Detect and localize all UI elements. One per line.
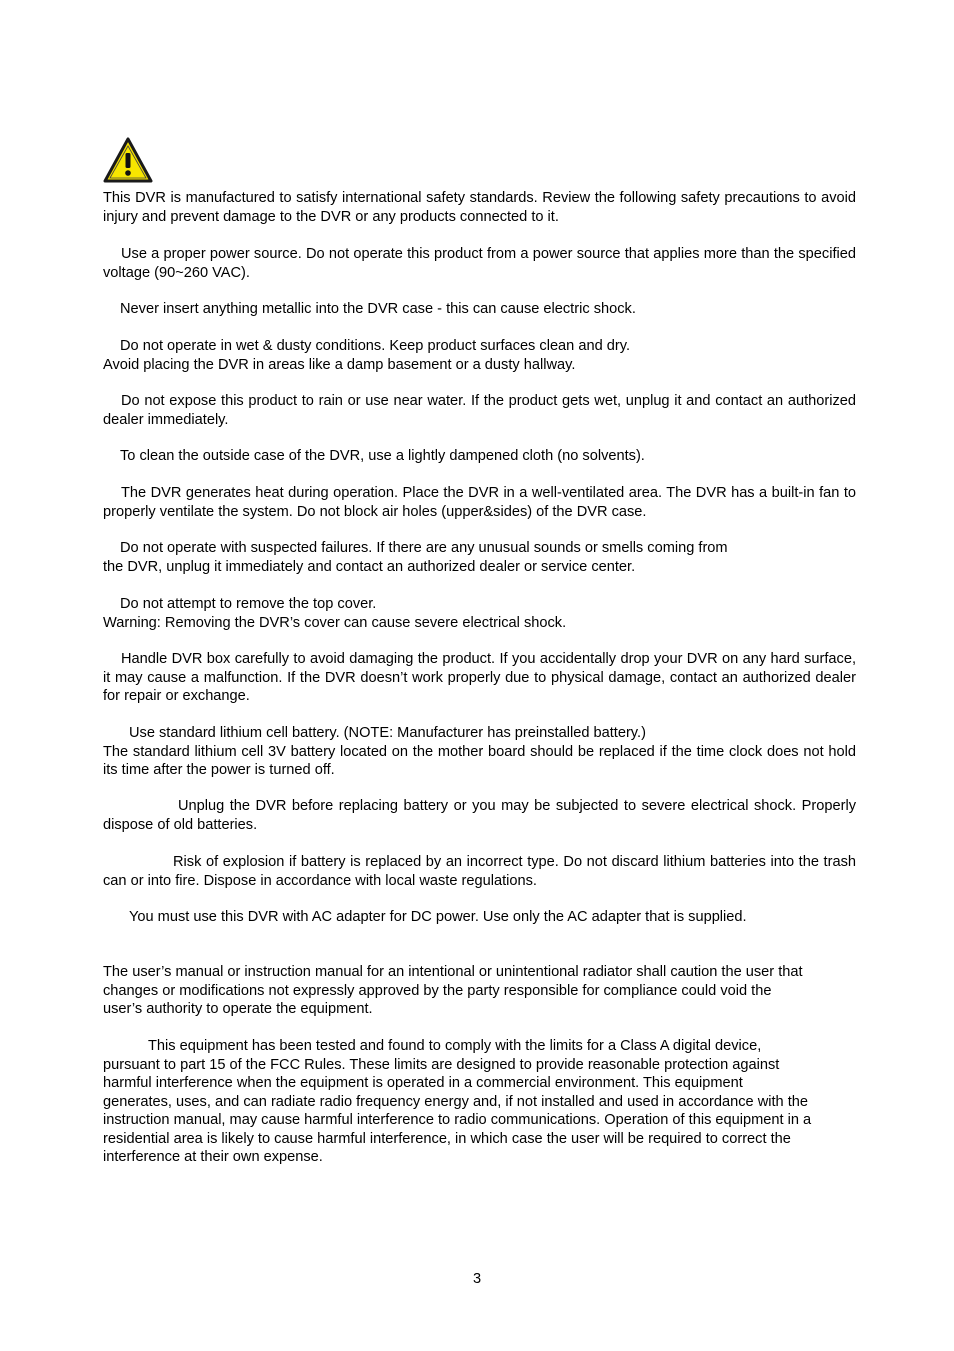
wet-paragraph [103,337,856,374]
heat-text: The DVR generates heat during operation. Place the DVR in a well-ventilated area. The DVR has a built-in fan to properly ventilate the system. Do not block air holes (upper&sides) of the DVR case. [103,485,856,520]
rain-paragraph [103,392,856,429]
warning-triangle-icon [103,137,153,183]
cover-paragraph [103,595,856,632]
wet-text-2: Avoid placing the DVR in areas like a damp basement or a dusty hallway. [103,356,576,373]
intro-paragraph [103,189,856,226]
battery-text-2: The standard lithium cell 3V battery located on the mother board should be replaced if the time clock does not hold its time after the power is turned off. [103,743,856,778]
page-number: 3 [472,1271,482,1287]
explosion-text: Risk of explosion if battery is replaced by an incorrect type. Do not discard lithium batteries into the trash can or into fire. Dispose in accordance with local waste regulations. [103,854,856,889]
adapter-text: You must use this DVR with AC adapter for DC power. Use only the AC adapter that is supplied. [129,909,747,925]
adapter-paragraph [103,908,856,927]
battery-text-1: Use standard lithium cell battery. (NOTE: Manufacturer has preinstalled battery.) [129,725,646,741]
handle-text: Handle DVR box carefully to avoid damaging the product. If you accidentally drop your DVR on any hard surface, it may cause a malfunction. If the DVR doesn’t work properly due to physical damage, contact an authorized dealer for repair or exchange. [103,651,856,704]
cover-text-1: Do not attempt to remove the top cover. [120,596,377,612]
metallic-text: Never insert anything metallic into the DVR case - this can cause electric shock. [120,301,636,317]
failure-text-1: Do not operate with suspected failures. If there are any unusual sounds or smells coming from [120,540,728,556]
fcc-compliance-text: This equipment has been tested and found to comply with the limits for a Class A digital device, pursuant to part 15 of the FCC Rules. These limits are designed to provide reasonable protection against harmful interference when the equipment is operated in a commercial environment. This equipment generates, uses, and can radiate radio frequency energy and, if not installed and used in accordance with the instruction manual, may cause harmful interference to radio communications. Operation of this equipment in a residential area is likely to cause harmful interference, in which case the user will be required to correct the interference at their own expense. [103,1038,812,1165]
metallic-paragraph [103,300,856,319]
clean-paragraph [103,447,856,466]
unplug-paragraph [103,797,856,834]
explosion-paragraph [103,853,856,890]
unplug-text: Unplug the DVR before replacing battery or you may be subjected to severe electrical shock. Properly dispose of old batteries. [103,798,856,833]
power-paragraph [103,245,856,282]
intro-text: This DVR is manufactured to satisfy international safety standards. Review the following safety precautions to avoid injury and prevent damage to the DVR or any products connected to it. [103,190,856,225]
power-text: Use a proper power source. Do not operate this product from a power source that applies more than the specified voltage (90~260 VAC). [103,246,856,281]
wet-text-1: Do not operate in wet & dusty conditions. Keep product surfaces clean and dry. [120,338,630,354]
rain-text: Do not expose this product to rain or use near water. If the product gets wet, unplug it and contact an authorized dealer immediately. [103,393,856,428]
failure-paragraph [103,539,856,576]
heat-paragraph [103,484,856,521]
clean-text: To clean the outside case of the DVR, use a lightly dampened cloth (no solvents). [120,448,645,464]
failure-text-2: the DVR, unplug it immediately and contact an authorized dealer or service center. [103,558,636,575]
cover-text-2: Warning: Removing the DVR’s cover can cause severe electrical shock. [103,614,567,631]
battery-paragraph [103,724,856,780]
fcc-caution-paragraph [103,963,811,1019]
fcc-caution-text: The user’s manual or instruction manual for an intentional or unintentional radiator shall caution the user that changes or modifications not expressly approved by the party responsible for compliance could void the user’s authority to operate the equipment. [103,964,803,1017]
fcc-compliance-paragraph [103,1037,815,1167]
handle-paragraph [103,650,856,706]
